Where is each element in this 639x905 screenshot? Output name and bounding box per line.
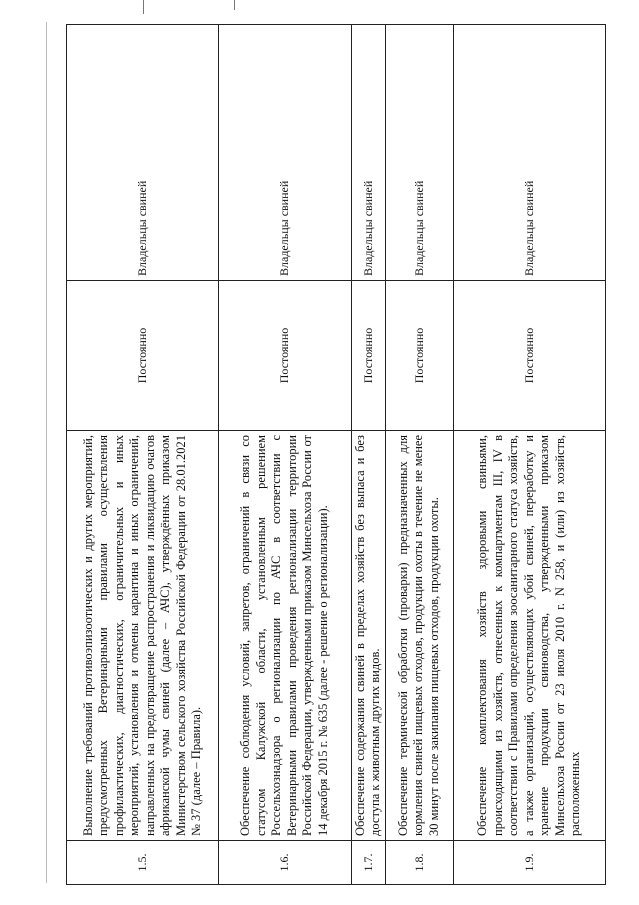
row-description: Обеспечение термической обработки (проварки) предназначенных для кормления свиней пищевых отходов, продукции охоты в течение не менее 30 минут после закипания пищевых отходов, продукции охоты. [385, 431, 453, 841]
row-responsible: Владельцы свиней [453, 25, 605, 281]
row-description: Обеспечение соблюдения условий, запретов, ограничений в связи со статусом Калужской области, установленным решением Россельхознадзора о регионализации по АЧС в соответствии с Ветеринарными правилами проведения регионализации территории Российской Федерации, утвержденными приказом Минсельхоза России от 14 декабря 2015 г. № 635 (далее - решение о регионализации). [219, 431, 351, 841]
table-row [385, 25, 453, 885]
row-term: Постоянно [453, 281, 605, 431]
row-term: Постоянно [67, 281, 219, 431]
table-row [219, 25, 351, 885]
row-term: Постоянно [351, 281, 385, 431]
rotated-page [66, 25, 606, 885]
row-number: 1.7. [351, 841, 385, 885]
row-term: Постоянно [385, 281, 453, 431]
row-responsible: Владельцы свиней [351, 25, 385, 281]
row-number: 1.5. [67, 841, 219, 885]
row-responsible: Владельцы свиней [67, 25, 219, 281]
measures-table [66, 24, 606, 885]
row-description: Обеспечение содержания свиней в пределах хозяйств без выпаса и без доступа к животным других видов. [351, 431, 385, 841]
row-responsible: Владельцы свиней [385, 25, 453, 281]
row-term: Постоянно [219, 281, 351, 431]
binding-margin-line [46, 22, 47, 883]
scan-top-marks [0, 0, 639, 20]
table-row [67, 25, 219, 885]
row-number: 1.8. [385, 841, 453, 885]
row-number: 1.9. [453, 841, 605, 885]
row-description: Обеспечение комплектования хозяйств здоровыми свиньями, происходящими из хозяйств, отнесенных к компартментам III, IV в соответствии с Правилами определения зоосанитарного статуса хозяйств, а также организаций, осуществляющих убой свиней, переработку и хранение продукции свиноводства, утвержденными приказом Минсельхоза России от 23 июля 2010 г. N 258, и (или) из хозяйств, расположенных [453, 431, 605, 841]
row-description: Выполнение требований противоэпизоотических и других мероприятий, предусмотренных Ветеринарными правилами осуществления профилактических, диагностических, ограничительных и иных мероприятий, установления и отмены карантина и иных ограничений, направленных на предотвращение распространения и ликвидацию очагов африканской чумы свиней (далее – АЧС), утверждённых приказом Министерством сельского хозяйства Российской Федерации от 28.01.2021 № 37 (далее – Правила). [67, 431, 219, 841]
table-row [453, 25, 605, 885]
table-row [351, 25, 385, 885]
row-responsible: Владельцы свиней [219, 25, 351, 281]
row-number: 1.6. [219, 841, 351, 885]
